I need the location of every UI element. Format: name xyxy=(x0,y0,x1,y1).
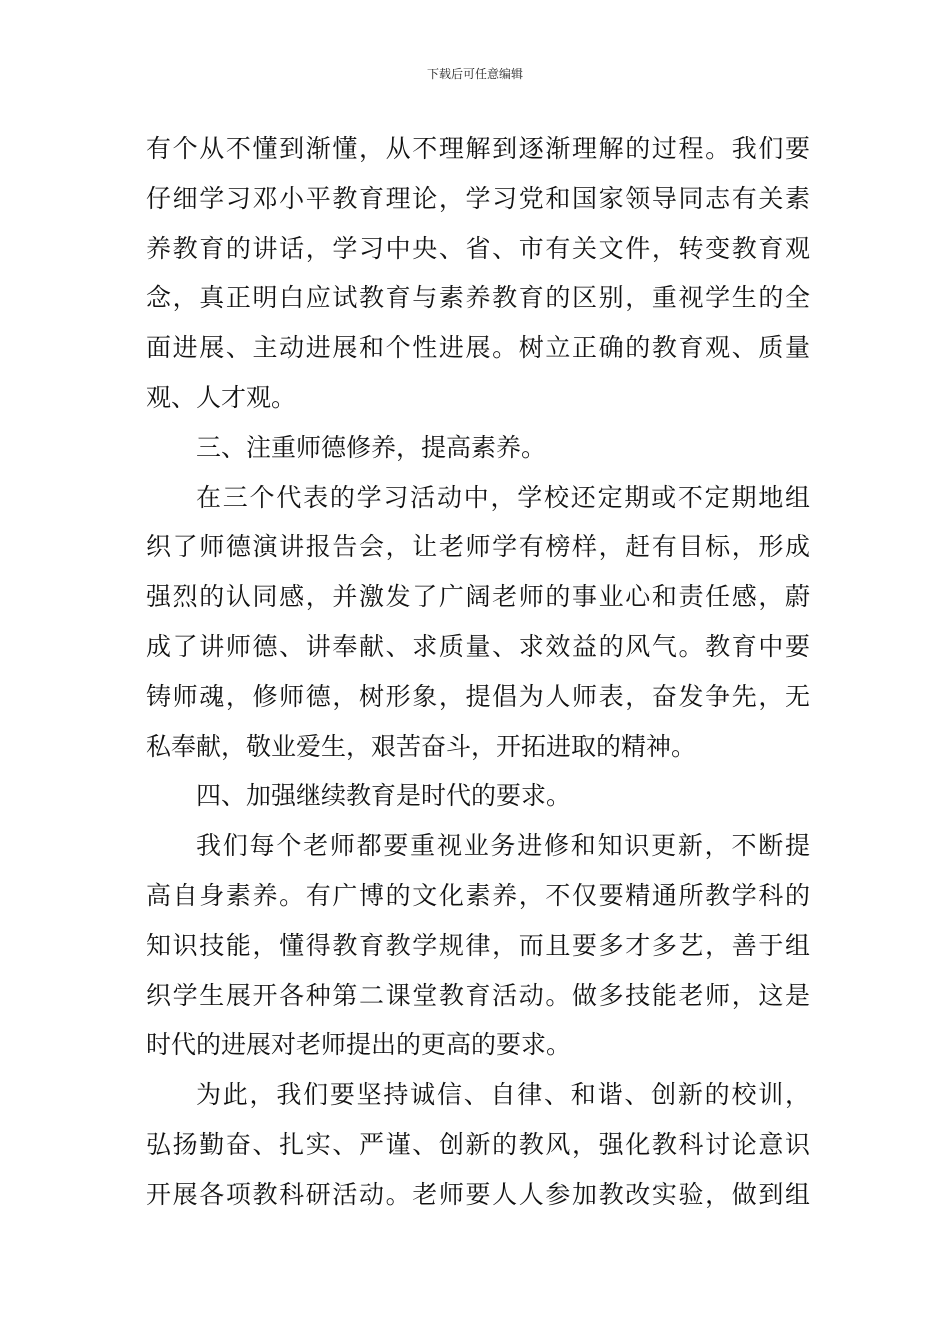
text-line: 成了讲师德、讲奉献、求质量、求效益的风气。教育中要 xyxy=(146,631,810,661)
text-line: 在三个代表的学习活动中，学校还定期或不定期地组 xyxy=(196,482,810,512)
text-line: 面进展、主动进展和个性进展。树立正确的教育观、质量 xyxy=(146,333,810,363)
text-line: 养教育的讲话，学习中央、省、市有关文件，转变教育观 xyxy=(146,233,810,263)
page-header: 下载后可任意编辑 xyxy=(426,67,523,81)
text-line: 观、人才观。 xyxy=(146,382,297,412)
section-heading: 三、注重师德修养，提高素养。 xyxy=(196,432,547,462)
text-line: 时代的进展对老师提出的更高的要求。 xyxy=(146,1030,572,1060)
text-line: 念，真正明白应试教育与素养教育的区别，重视学生的全 xyxy=(146,283,810,313)
text-line: 仔细学习邓小平教育理论，学习党和国家领导同志有关素 xyxy=(146,183,810,213)
text-line: 为此，我们要坚持诚信、自律、和谐、创新的校训， xyxy=(196,1080,810,1110)
text-line: 我们每个老师都要重视业务进修和知识更新，不断提 xyxy=(196,831,810,861)
section-heading: 四、加强继续教育是时代的要求。 xyxy=(196,781,572,811)
text-line: 弘扬勤奋、扎实、严谨、创新的教风，强化教科讨论意识 xyxy=(146,1129,810,1159)
text-line: 知识技能，懂得教育教学规律，而且要多才多艺，善于组 xyxy=(146,930,810,960)
text-line: 织学生展开各种第二课堂教育活动。做多技能老师，这是 xyxy=(146,980,810,1010)
document-body xyxy=(146,124,810,1220)
text-line: 强烈的认同感，并激发了广阔老师的事业心和责任感，蔚 xyxy=(146,582,810,612)
text-line: 铸师魂，修师德，树形象，提倡为人师表，奋发争先，无 xyxy=(146,681,810,711)
text-line: 有个从不懂到渐懂，从不理解到逐渐理解的过程。我们要 xyxy=(146,134,810,163)
text-line: 织了师德演讲报告会，让老师学有榜样，赶有目标，形成 xyxy=(146,532,810,562)
text-line: 高自身素养。有广博的文化素养，不仅要精通所教学科的 xyxy=(146,880,810,910)
text-line: 私奉献，敬业爱生，艰苦奋斗，开拓进取的精神。 xyxy=(146,731,697,761)
text-line: 开展各项教科研活动。老师要人人参加教改实验，做到组 xyxy=(146,1179,810,1209)
